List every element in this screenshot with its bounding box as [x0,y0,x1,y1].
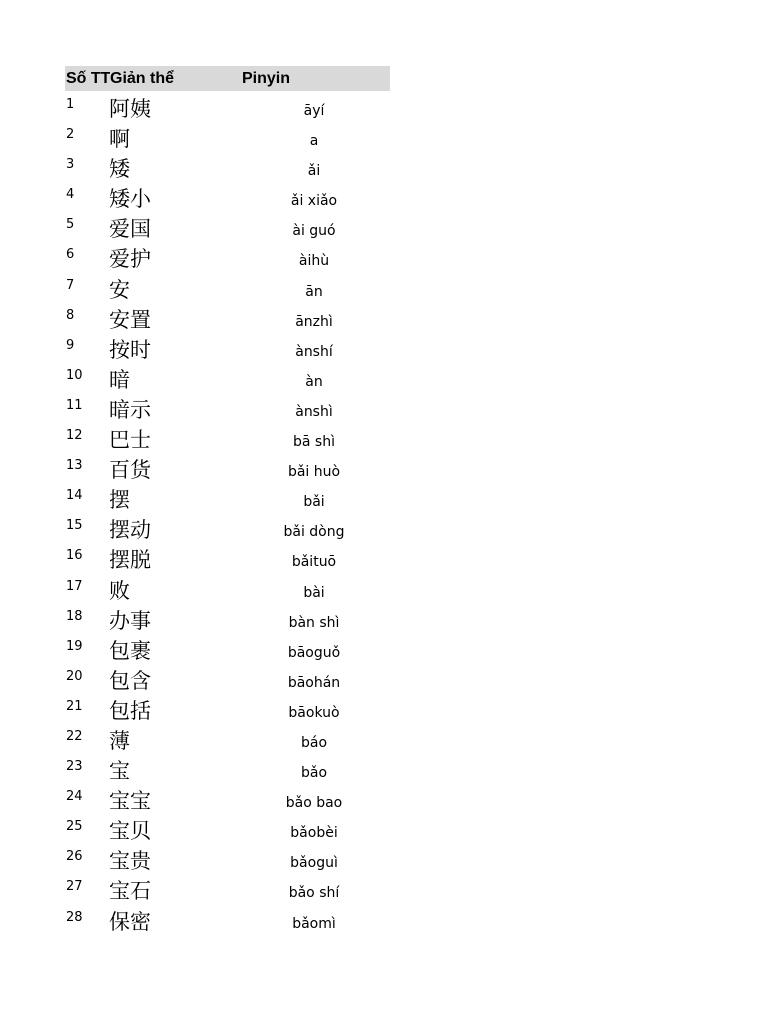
row-number: 14 [66,488,83,504]
row-hanzi: 包裹 [109,638,151,663]
row-number: 22 [66,728,83,744]
table-body [65,96,390,939]
row-number: 26 [66,849,83,865]
table-row [65,848,390,878]
row-pinyin: bǎi huò [287,464,341,481]
row-hanzi: 矮 [109,157,130,182]
table-row [65,547,390,577]
row-pinyin: bǎituō [291,554,337,571]
row-hanzi: 暗示 [109,397,151,422]
table-row [65,758,390,788]
row-hanzi: 百货 [109,458,151,483]
row-pinyin: bǎobèi [290,825,338,842]
table-row [65,216,390,246]
row-hanzi: 啊 [109,127,130,152]
vocabulary-table [65,66,390,934]
row-number: 5 [66,217,75,233]
header-jiantizi: Giản thể [110,70,175,87]
row-pinyin: bā shì [293,434,335,451]
table-row [65,156,390,186]
table-row [65,307,390,337]
row-number: 7 [66,277,75,293]
table-row [65,909,390,939]
row-hanzi: 宝贝 [109,819,151,844]
table-row [65,788,390,818]
row-pinyin: bǎomì [292,915,336,932]
row-number: 15 [66,518,83,534]
row-pinyin: àihù [298,253,330,270]
table-row [65,246,390,276]
row-number: 25 [66,819,83,835]
row-number: 4 [66,187,75,203]
row-pinyin: ànshì [295,403,333,420]
row-pinyin: bǎi dòng [283,524,345,541]
row-hanzi: 爱国 [109,217,151,242]
table-row [65,367,390,397]
table-row [65,517,390,547]
row-pinyin: bàn shì [288,614,340,631]
table-row [65,427,390,457]
row-number: 20 [66,668,83,684]
row-number: 27 [66,879,83,895]
row-hanzi: 安置 [109,307,151,332]
table-row [65,638,390,668]
table-row [65,578,390,608]
row-pinyin: ān [305,283,323,300]
row-pinyin: āyí [303,103,325,119]
table-row [65,698,390,728]
row-number: 3 [66,157,75,173]
row-number: 6 [66,247,75,263]
row-hanzi: 包含 [109,668,151,693]
row-pinyin: bǎo bao [285,795,343,812]
row-number: 2 [66,127,75,143]
header-stt: Số TT [66,70,110,87]
row-number: 24 [66,789,83,805]
row-pinyin: bāohán [287,674,341,691]
row-number: 23 [66,759,83,775]
row-pinyin: bǎo [300,765,328,782]
row-number: 17 [66,578,83,594]
row-hanzi: 摆脱 [109,548,151,573]
row-number: 18 [66,608,83,624]
row-number: 9 [66,337,75,353]
row-pinyin: ǎi xiǎo [290,193,338,210]
row-number: 1 [66,97,75,112]
row-pinyin: bǎoguì [290,855,338,872]
row-hanzi: 摆 [109,488,130,513]
row-number: 11 [66,397,83,413]
row-hanzi: 按时 [109,337,151,362]
row-hanzi: 爱护 [109,247,151,272]
table-row [65,126,390,156]
table-row [65,668,390,698]
row-number: 28 [66,909,83,925]
row-hanzi: 包括 [109,698,151,723]
row-hanzi: 败 [109,578,130,603]
row-pinyin: àn [305,373,323,390]
row-hanzi: 薄 [109,728,130,753]
table-header-row [65,66,390,91]
table-row [65,487,390,517]
row-number: 19 [66,638,83,654]
table-row [65,457,390,487]
row-hanzi: 办事 [109,608,151,633]
row-number: 12 [66,428,83,444]
table-row [65,397,390,427]
row-hanzi: 摆动 [109,518,151,543]
row-hanzi: 宝贵 [109,849,151,874]
row-pinyin: báo [300,734,328,751]
table-row [65,818,390,848]
row-hanzi: 宝石 [109,879,151,904]
table-row [65,277,390,307]
row-hanzi: 宝 [109,759,130,784]
header-pinyin: Pinyin [241,70,290,87]
row-number: 8 [66,307,75,323]
table-row [65,728,390,758]
row-pinyin: bǎo shí [288,885,340,902]
row-pinyin: bǎi [303,494,325,511]
row-pinyin: bāokuò [288,704,340,721]
row-hanzi: 保密 [109,909,151,934]
table-row [65,186,390,216]
row-pinyin: a [309,133,319,150]
row-number: 13 [66,458,83,474]
row-pinyin: bāoguǒ [287,644,341,661]
row-hanzi: 巴士 [109,428,151,453]
row-hanzi: 暗 [109,367,130,392]
row-hanzi: 阿姨 [109,97,151,121]
row-pinyin: ànshí [295,343,333,360]
row-number: 10 [66,367,83,383]
row-hanzi: 宝宝 [109,789,151,814]
table-row [65,608,390,638]
row-pinyin: ài guó [292,223,336,240]
table-row [65,96,390,126]
row-pinyin: bài [303,584,325,601]
row-number: 16 [66,548,83,564]
row-pinyin: ǎi [307,163,321,180]
row-number: 21 [66,698,83,714]
row-hanzi: 安 [109,277,130,302]
table-row [65,878,390,908]
table-row [65,337,390,367]
row-hanzi: 矮小 [109,187,151,212]
row-pinyin: ānzhì [295,313,333,330]
